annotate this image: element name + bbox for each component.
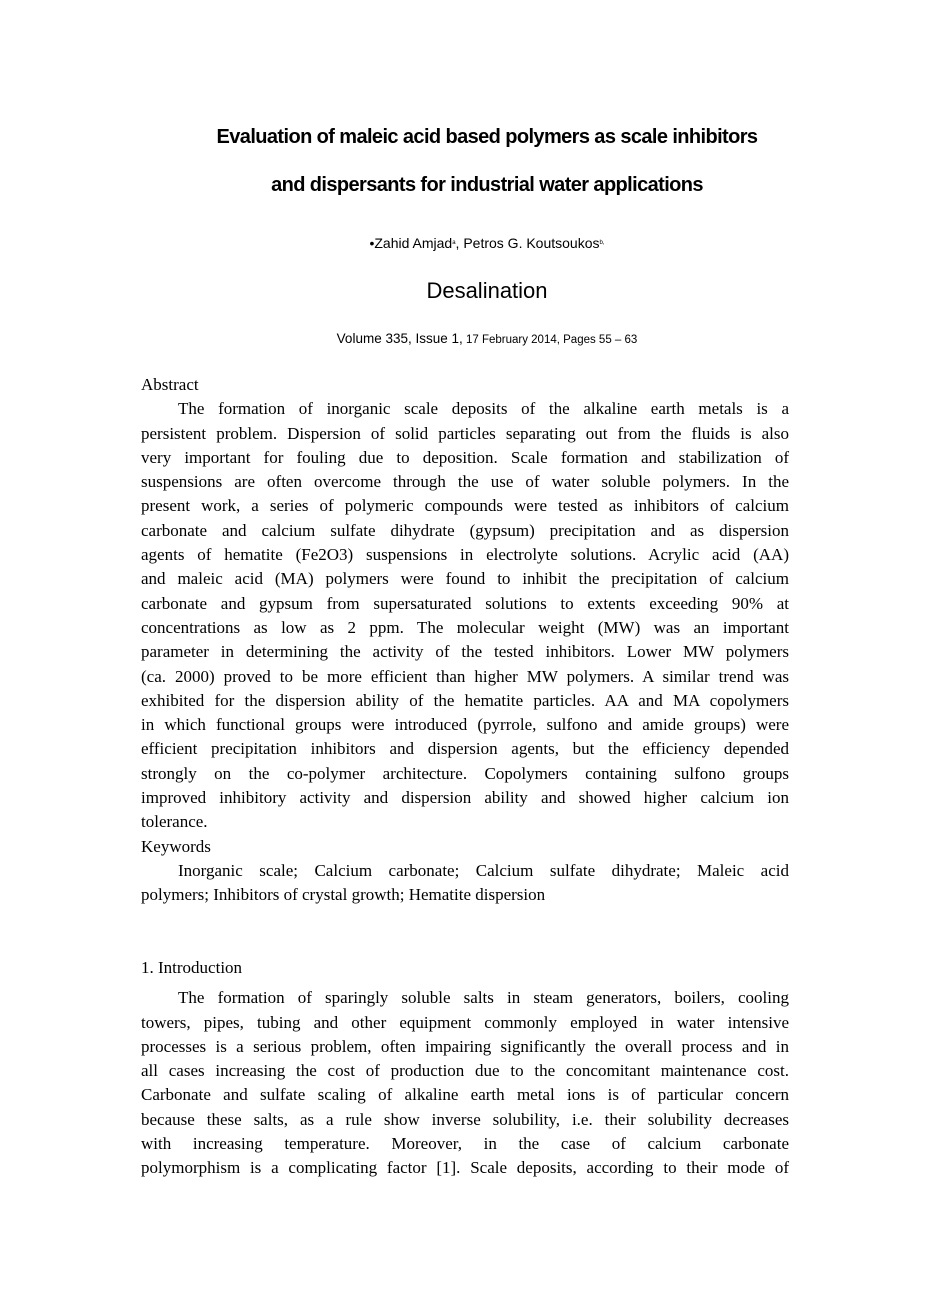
- text-line: concentrations as low as 2 ppm. The molecular weight (MW) was an important: [141, 617, 789, 637]
- author-line: [0, 235, 926, 251]
- text-line: polymers; Inhibitors of crystal growth; Hematite dispersion: [141, 885, 546, 905]
- text-line: (ca. 2000) proved to be more efficient than higher MW polymers. A similar trend was: [141, 666, 789, 686]
- text-line: in which functional groups were introduced (pyrrole, sulfono and amide groups) were: [141, 715, 789, 735]
- text-line: all cases increasing the cost of production due to the concomitant maintenance cost.: [141, 1061, 789, 1081]
- text-line: tolerance.: [141, 812, 208, 832]
- text-line: parameter in determining the activity of the tested inhibitors. Lower MW polymers: [141, 642, 789, 662]
- text-line: because these salts, as a rule show inverse solubility, i.e. their solubility decreases: [141, 1109, 789, 1129]
- author-name: Petros G. Koutsoukos: [463, 235, 600, 251]
- text-line: strongly on the co-polymer architecture. Copolymers containing sulfono groups: [141, 763, 789, 783]
- text-line: and maleic acid (MA) polymers were found to inhibit the precipitation of calcium: [141, 569, 789, 589]
- separator: ,: [455, 235, 464, 251]
- bullet-icon: •: [369, 235, 375, 251]
- text-line: suspensions are often overcome through the use of water soluble polymers. In the: [141, 472, 789, 492]
- text-line: processes is a serious problem, often impairing significantly the overall process and in: [141, 1036, 789, 1056]
- date-pages: 17 February 2014, Pages 55 – 63: [462, 334, 638, 346]
- affiliation-mark: a: [452, 240, 456, 246]
- text-line: Inorganic scale; Calcium carbonate; Calcium sulfate dihydrate; Maleic acid: [178, 860, 789, 880]
- author-name: Zahid Amjad: [374, 235, 453, 251]
- text-line: The formation of inorganic scale deposits of the alkaline earth metals is a: [178, 399, 789, 419]
- introduction-heading: 1. Introduction: [141, 958, 243, 977]
- volume-issue: Volume 335, Issue 1,: [336, 331, 463, 346]
- text-line: improved inhibitory activity and dispersion ability and showed higher calcium ion: [141, 788, 789, 808]
- paper-title-line-1: Evaluation of maleic acid based polymers as scale inhibitors: [216, 126, 758, 148]
- text-line: towers, pipes, tubing and other equipment commonly employed in water intensive: [141, 1012, 789, 1032]
- keywords-body: [141, 859, 789, 908]
- text-line: efficient precipitation inhibitors and dispersion agents, but the efficiency depended: [141, 739, 789, 759]
- text-line: carbonate and calcium sulfate dihydrate (gypsum) precipitation and as dispersion: [141, 520, 789, 540]
- introduction-body: [141, 986, 789, 1180]
- text-line: persistent problem. Dispersion of solid particles separating out from the fluids is also: [141, 423, 789, 443]
- text-line: exhibited for the dispersion ability of the hematite particles. AA and MA copolymers: [141, 690, 789, 710]
- citation-line: [0, 331, 926, 346]
- abstract-section: [141, 373, 789, 908]
- text-line: carbonate and gypsum from supersaturated solutions to extents exceeding 90% at: [141, 593, 789, 613]
- text-line: Carbonate and sulfate scaling of alkaline earth metal ions is of particular concern: [141, 1085, 789, 1105]
- text-line: agents of hematite (Fe2O3) suspensions in electrolyte solutions. Acrylic acid (AA): [141, 545, 789, 565]
- paper-title-line-2: and dispersants for industrial water applications: [271, 174, 703, 196]
- text-line: polymorphism is a complicating factor [1]. Scale deposits, according to their mode of: [141, 1158, 789, 1178]
- text-line: with increasing temperature. Moreover, in the case of calcium carbonate: [141, 1134, 789, 1154]
- text-line: The formation of sparingly soluble salts in steam generators, boilers, cooling: [178, 988, 789, 1008]
- journal-name: Desalination: [426, 278, 548, 303]
- keywords-heading: Keywords: [141, 836, 211, 856]
- abstract-heading: Abstract: [141, 375, 199, 394]
- introduction-section: [141, 956, 789, 1181]
- abstract-body: [141, 397, 789, 834]
- text-line: present work, a series of polymeric compounds were tested as inhibitors of calcium: [141, 496, 789, 516]
- affiliation-mark: b,: [599, 240, 605, 246]
- text-line: very important for fouling due to deposition. Scale formation and stabilization of: [141, 447, 789, 467]
